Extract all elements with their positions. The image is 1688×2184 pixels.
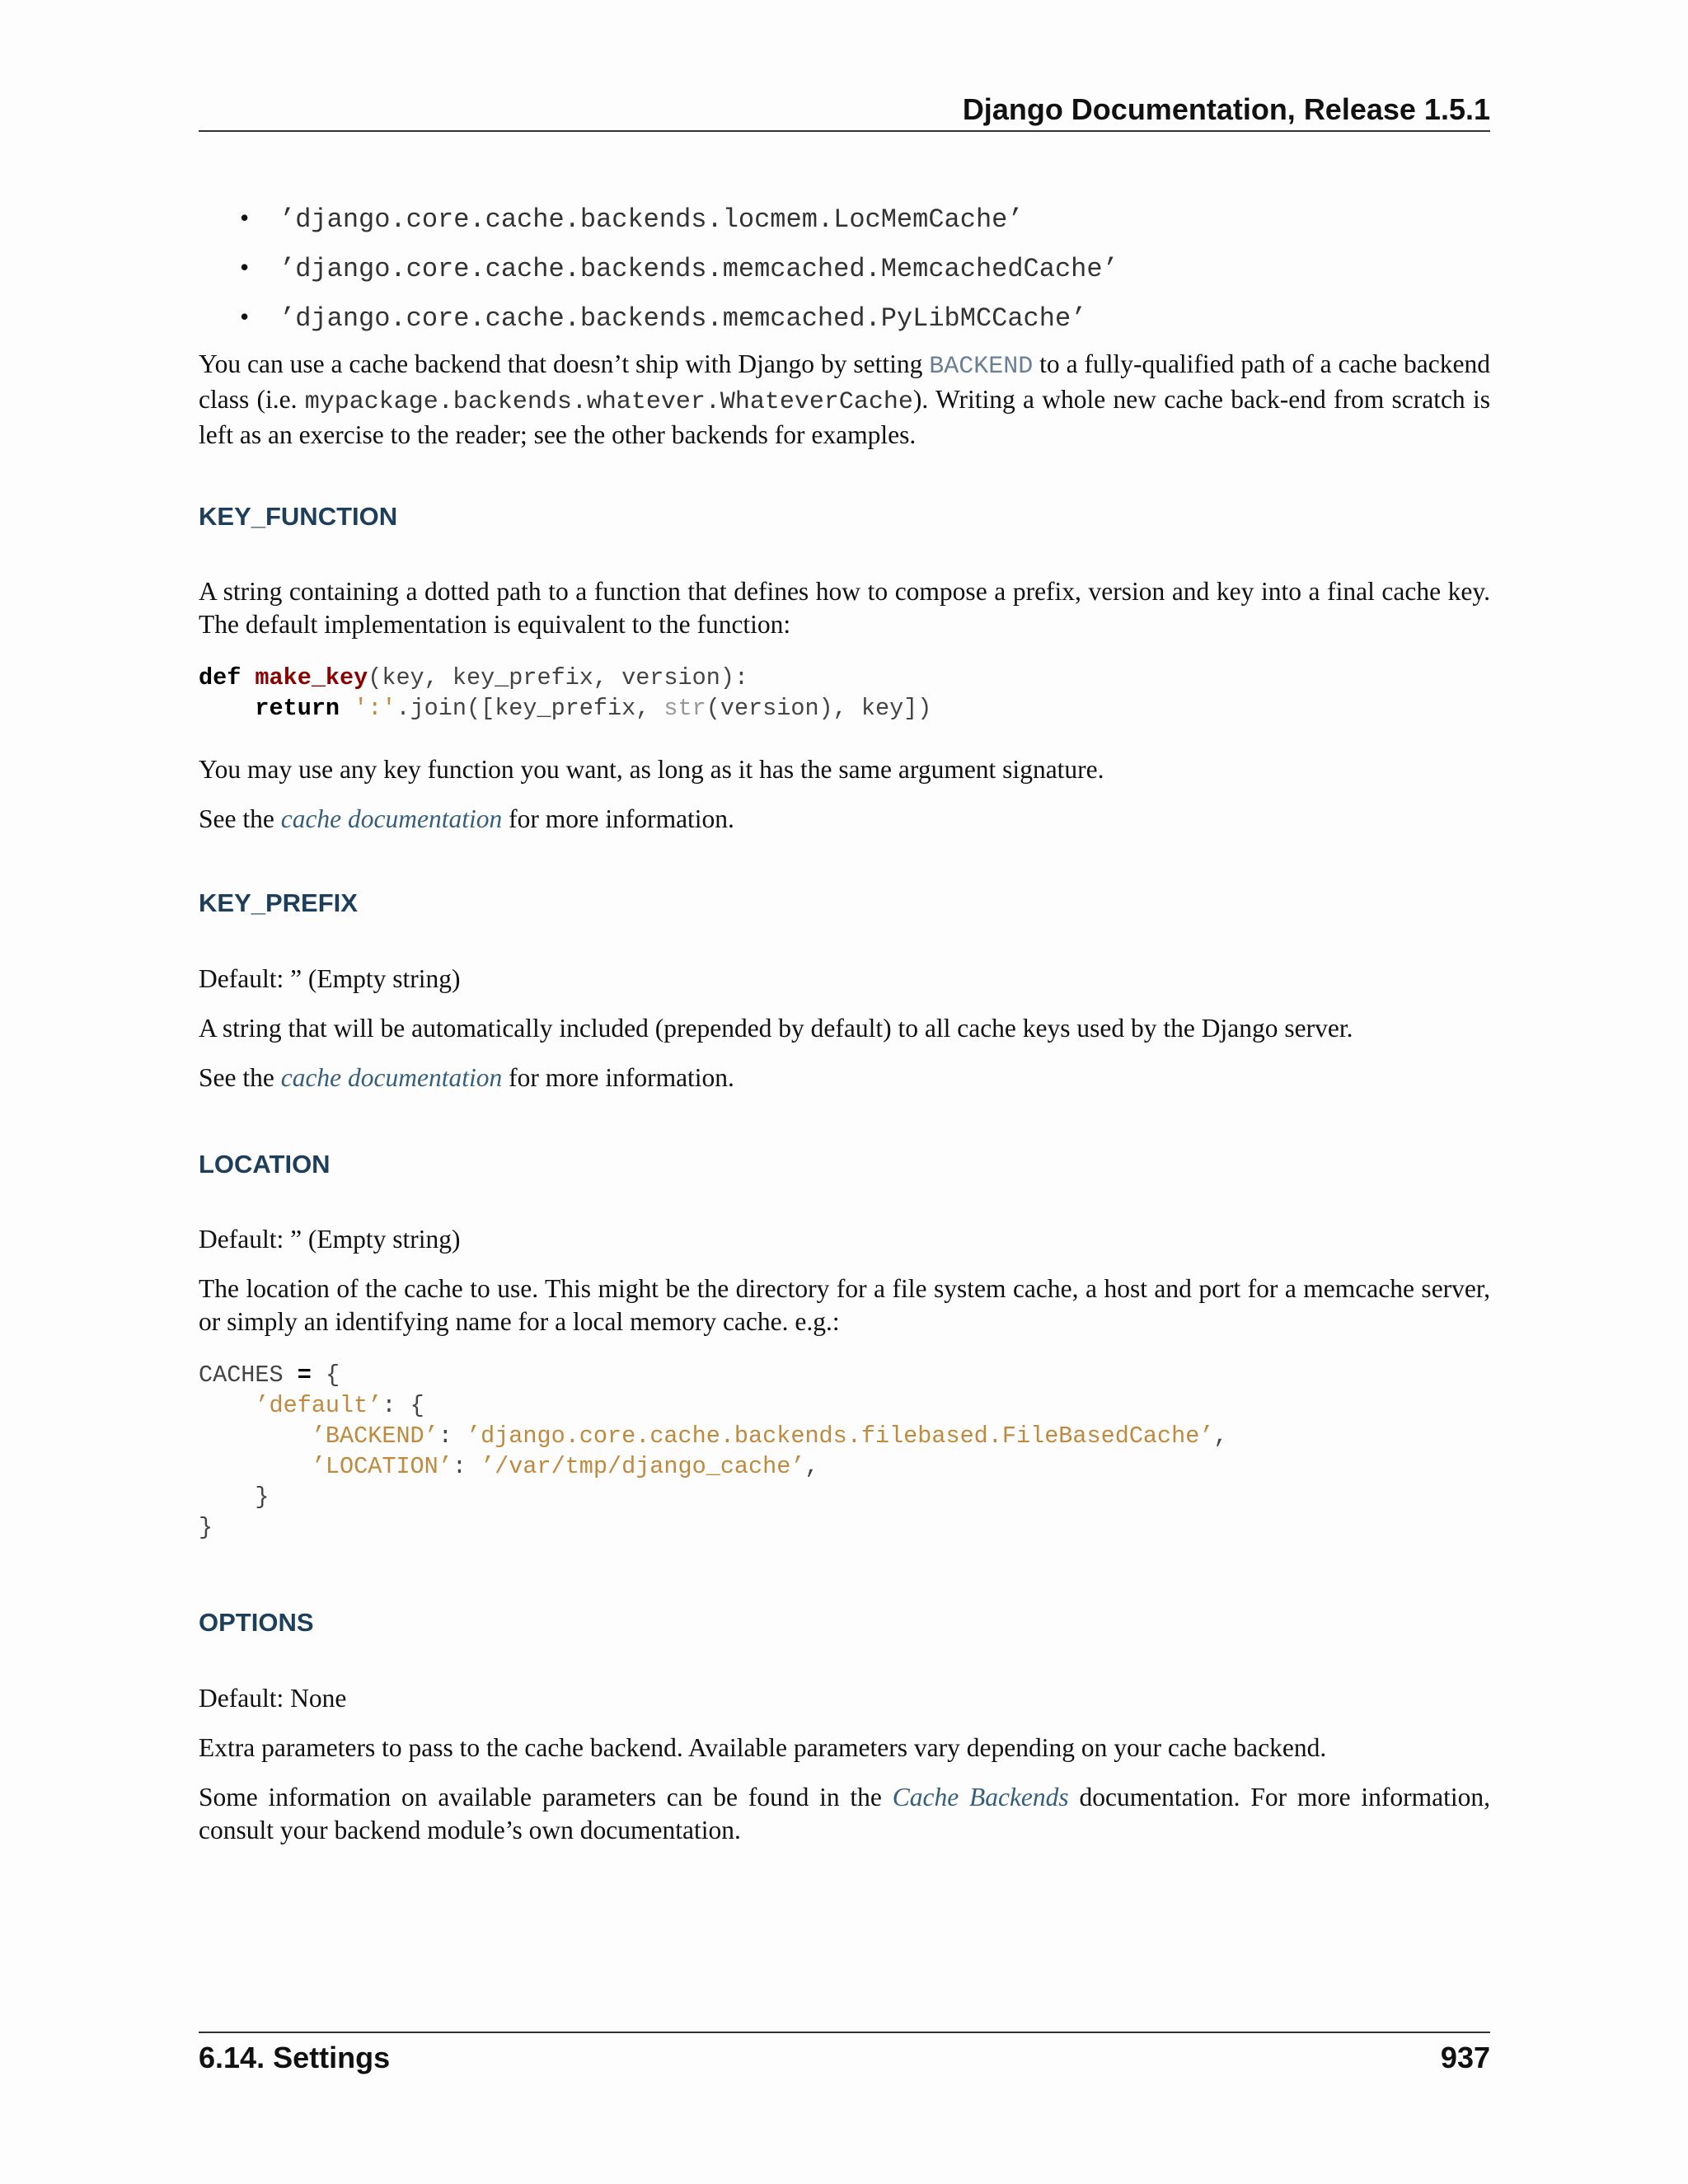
heading-key-function: KEY_FUNCTION [199,502,398,531]
options-more-info: Some information on available parameters can be found in the Cache Backends documentation. For more information, consult your backend module’s own documentation. [199,1783,1491,1844]
location-description: The location of the cache to use. This might be the directory for a file system cache, a host and port for a memcache server, or simply an identifying name for a local memory cache. e.g.: [199,1274,1490,1336]
cache-documentation-link[interactable]: cache documentation [280,1063,503,1092]
key-function-description: A string containing a dotted path to a function that defines how to compose a prefix, version and key into a final cache key. The default implementation is equivalent to the function: [199,577,1490,639]
heading-key-prefix: KEY_PREFIX [199,888,358,917]
heading-location: LOCATION [199,1150,331,1179]
key-function-note: You may use any key function you want, as long as it has the same argument signature. [199,755,1104,784]
cache-documentation-link[interactable]: cache documentation [280,804,503,833]
header-rule [199,130,1490,132]
make-key-code-block: def make_key(key, key_prefix, version): return ':'.join([key_prefix, str(version), key]) [199,664,932,722]
document-page [199,0,1490,2184]
backend-list [199,201,1118,349]
footer-rule [199,2032,1490,2033]
bullet-icon: • [240,302,250,331]
list-item [199,201,1118,251]
list-item [199,251,1118,300]
key-function-see-also: See the cache documentation for more information. [199,804,734,833]
bullet-icon: • [240,252,250,282]
cache-backends-link[interactable]: Cache Backends [892,1783,1069,1811]
caches-code-block: CACHES = { ’default’: { ’BACKEND’: ’django.core.cache.backends.filebased.FileBasedCache’, ’LOCATION’: ’/var/tmp/django_cache’, } } [199,1361,1228,1541]
custom-backend-paragraph: You can use a cache backend that doesn’t ship with Django by setting BACKEND to a fully-qualified path of a cache backend class (i.e. mypackage.backends.whatever.WhateverCache). Writing a whole new cache back-end from scratch is left as an exercise to the reader; see the other backends for examples. [199,349,1490,449]
key-prefix-default: Default: ” (Empty string) [199,964,461,993]
running-header: Django Documentation, Release 1.5.1 [962,92,1490,126]
footer-section: 6.14. Settings [199,2041,391,2074]
options-description: Extra parameters to pass to the cache backend. Available parameters vary depending on your cache backend. [199,1733,1327,1762]
backend-path: ’django.core.cache.backends.memcached.PyLibMCCache’ [279,303,1087,334]
location-default: Default: ” (Empty string) [199,1225,461,1254]
key-prefix-description: A string that will be automatically included (prepended by default) to all cache keys used by the Django server. [199,1014,1353,1043]
page-number: 937 [1440,2041,1490,2074]
bullet-icon: • [240,203,250,232]
example-class-code: mypackage.backends.whatever.WhateverCache [304,388,913,416]
key-prefix-see-also: See the cache documentation for more information. [199,1063,734,1092]
options-default: Default: None [199,1684,347,1713]
heading-options: OPTIONS [199,1608,314,1637]
list-item [199,300,1118,349]
backend-path: ’django.core.cache.backends.memcached.MemcachedCache’ [279,254,1118,284]
backend-path: ’django.core.cache.backends.locmem.LocMemCache’ [279,204,1024,235]
backend-setting-link[interactable]: BACKEND [929,353,1034,381]
